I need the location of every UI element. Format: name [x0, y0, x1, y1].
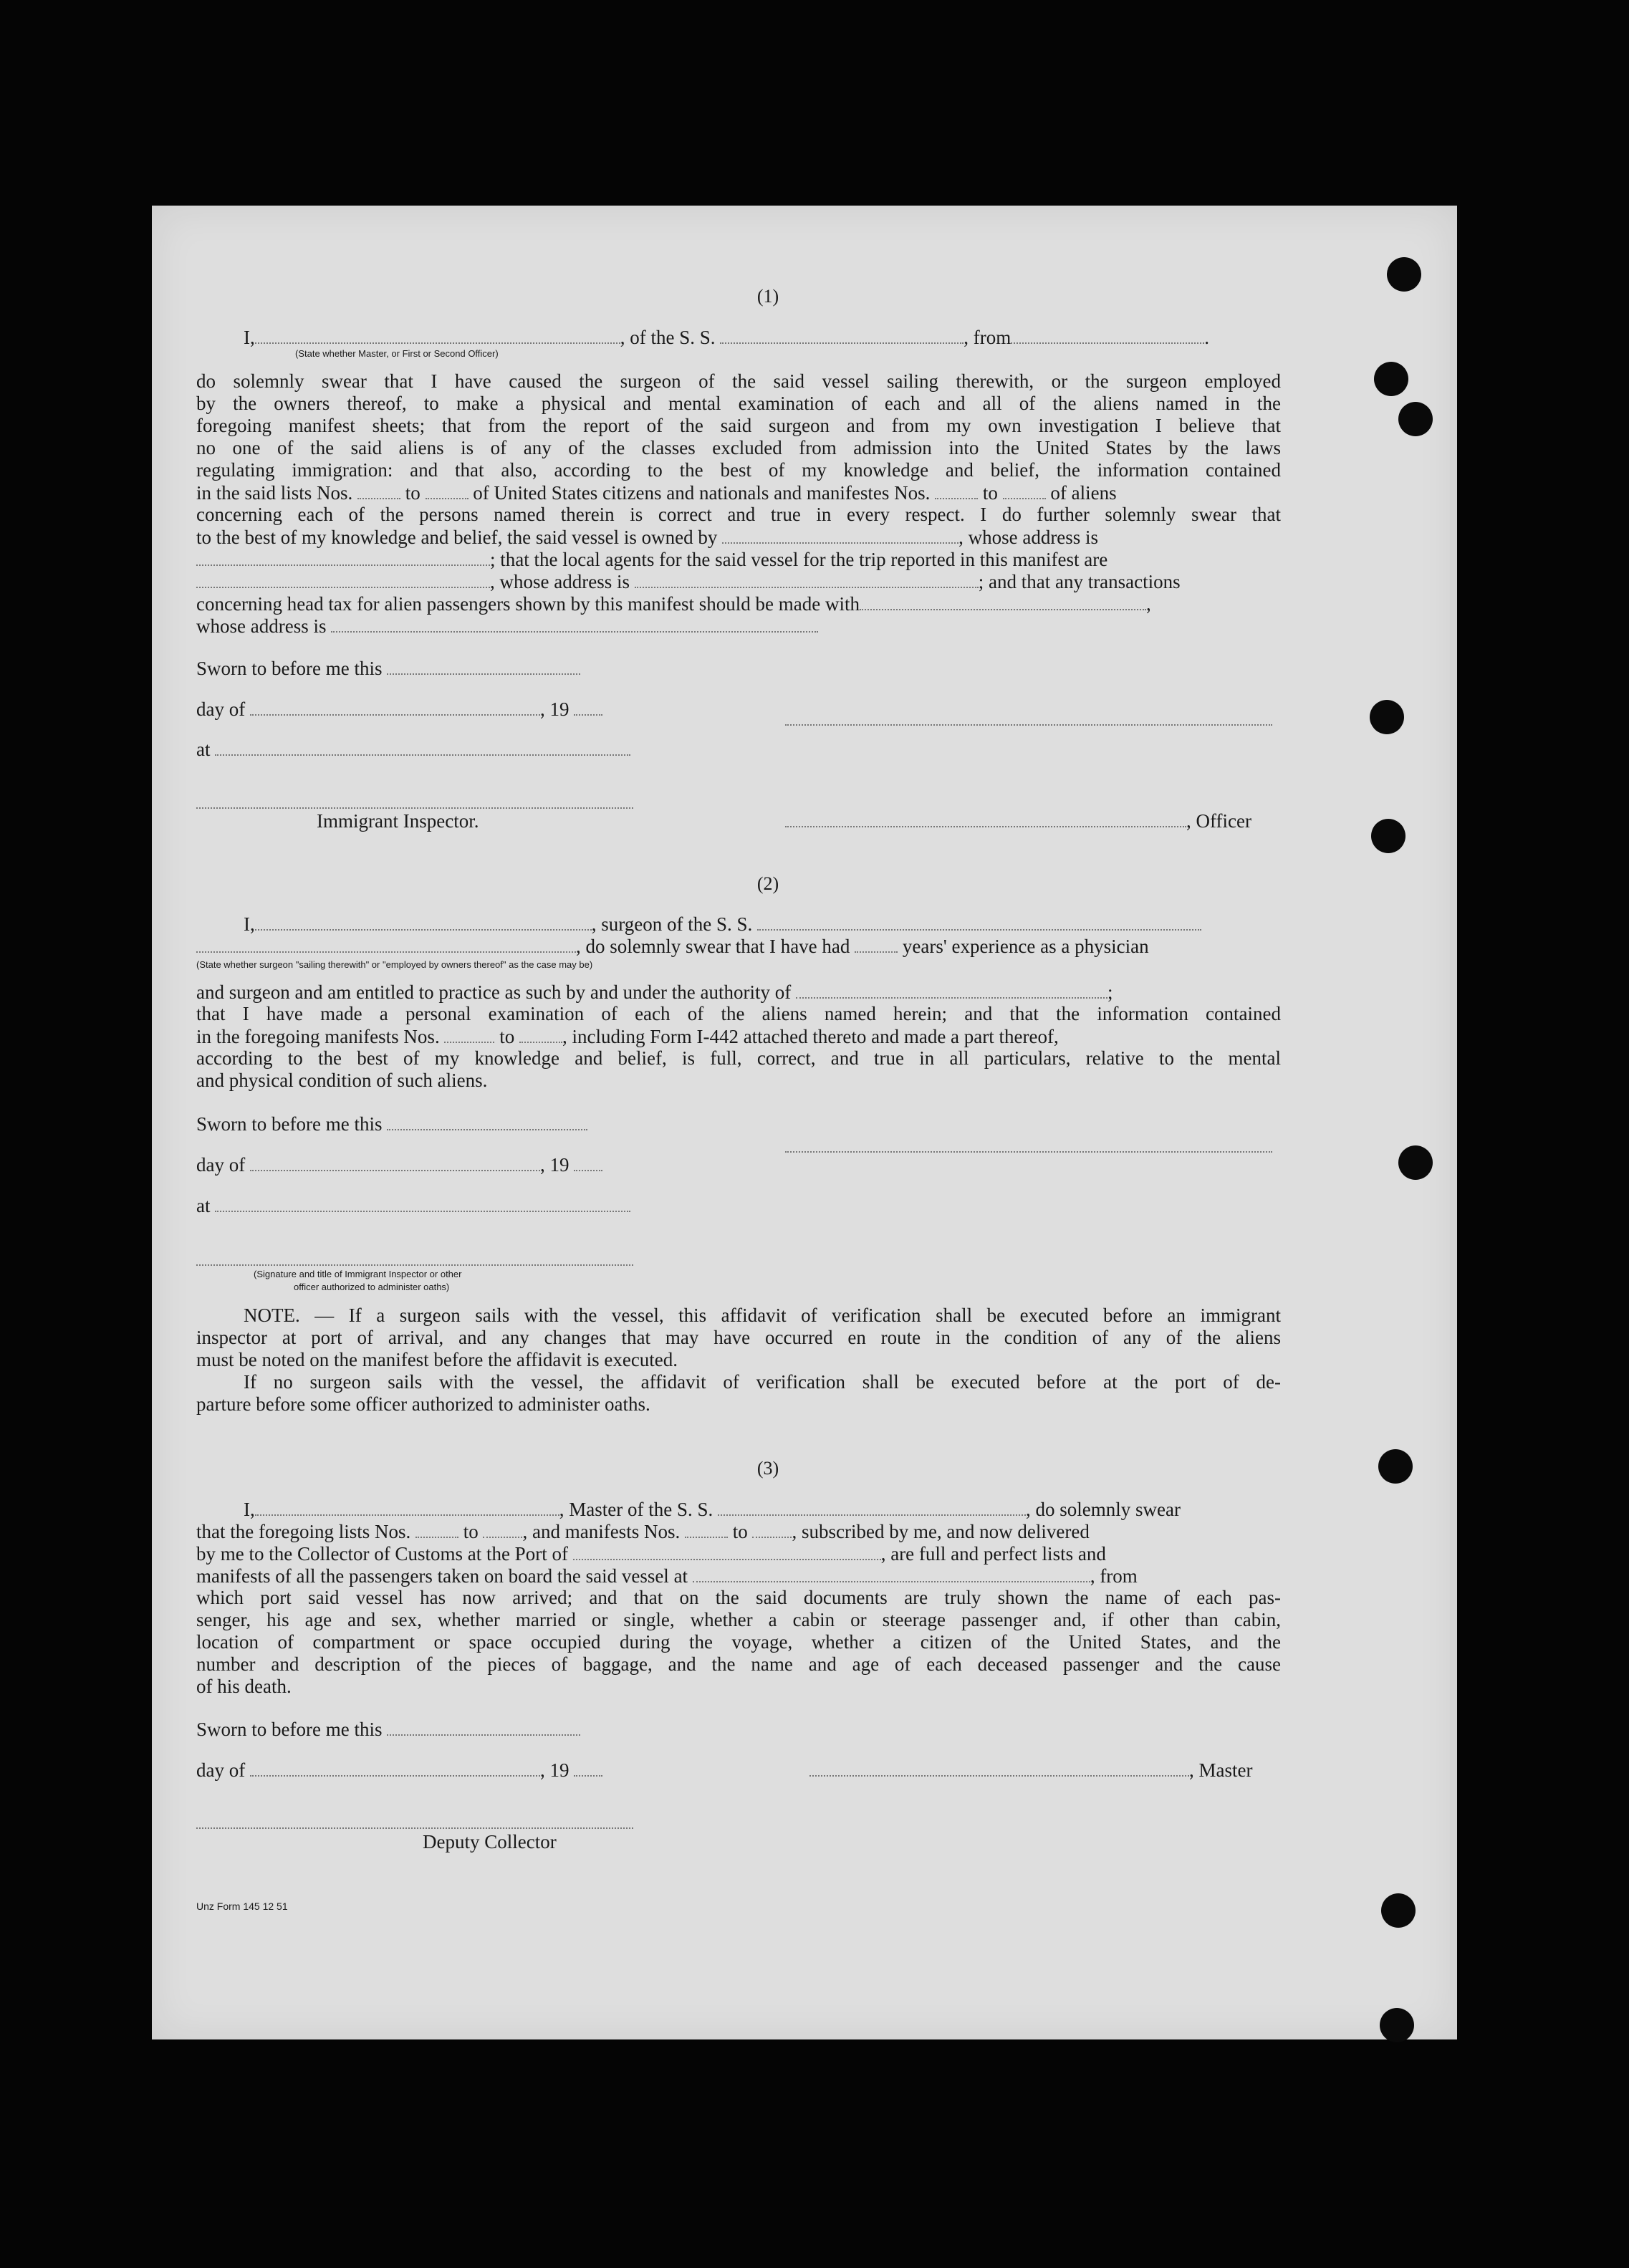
- s1-body-line: no one of the said aliens is of any of the classes excluded from admission into the United States by the laws: [196, 437, 1281, 458]
- s1-whose-address-line: whose address is: [196, 615, 818, 638]
- s1-body-line: by the owners thereof, to make a physical and mental examination of each and all of the aliens named in the: [196, 393, 1281, 414]
- s1-body-line: concerning each of the persons named therein is correct and true in every respect. I do further solemnly swear that: [196, 504, 1281, 525]
- s2-at-line: at: [196, 1194, 630, 1217]
- punch-hole: [1374, 362, 1408, 396]
- form-page: [152, 206, 1457, 2039]
- punch-hole: [1398, 402, 1433, 436]
- s3-port-line: by me to the Collector of Customs at the Port of , are full and perfect lists and: [196, 1543, 1106, 1565]
- punch-hole: [1381, 1893, 1416, 1928]
- s3-sworn-line: Sworn to before me this: [196, 1718, 580, 1741]
- s1-officer-signature-blank: [785, 724, 1272, 726]
- s3-deputy-label: Deputy Collector: [423, 1831, 557, 1853]
- s2-body-line: that I have made a personal examination of each of the aliens named herein; and that the information contained: [196, 1003, 1281, 1024]
- section-3-heading: (3): [756, 1458, 779, 1479]
- s2-surgeon-line: I, , surgeon of the S. S.: [244, 913, 1201, 936]
- s2-body-line: according to the best of my knowledge and belief, is full, correct, and true in all particulars, relative to the mental: [196, 1047, 1281, 1069]
- s1-officer-line-sig: , Officer: [785, 809, 1251, 832]
- s3-body-line: which port said vessel has now arrived; and that on the said documents are truly shown the name of each pas-: [196, 1587, 1281, 1608]
- form-number: Unz Form 145 12 51: [196, 1901, 288, 1912]
- s2-body-line: and physical condition of such aliens.: [196, 1070, 488, 1091]
- s1-inspector-label: Immigrant Inspector.: [317, 810, 479, 832]
- punch-hole: [1378, 1449, 1413, 1484]
- punch-hole: [1380, 2008, 1414, 2042]
- s3-body-line: number and description of the pieces of baggage, and the name and age of each deceased passenger and the cause: [196, 1653, 1281, 1675]
- punch-hole: [1398, 1145, 1433, 1180]
- s2-day-line: day of , 19: [196, 1153, 602, 1176]
- s3-body-line: of his death.: [196, 1676, 292, 1697]
- s3-lists-line: that the foregoing lists Nos. to , and manifests Nos. to , subscribed by me, and now delivered: [196, 1521, 1090, 1542]
- s3-day-line: day of , 19: [196, 1759, 602, 1782]
- s1-address-line: , whose address is ; and that any transactions: [196, 570, 1181, 593]
- s3-boarded-line: manifests of all the passengers taken on board the said vessel at , from: [196, 1565, 1138, 1587]
- s1-headtax-line: concerning head tax for alien passengers shown by this manifest should be made with ,: [196, 593, 1151, 615]
- s2-note-line: parture before some officer authorized to administer oaths.: [196, 1393, 650, 1415]
- s1-body-line: foregoing manifest sheets; that from the report of the said surgeon and from my own investigation I believe that: [196, 415, 1281, 436]
- s2-signature-note: (Signature and title of Immigrant Inspector or other: [254, 1269, 462, 1279]
- s2-note-line: NOTE. — If a surgeon sails with the vessel, this affidavit of verification shall be executed before an immigrant: [244, 1304, 1281, 1326]
- s1-officer-note: (State whether Master, or First or Second Officer): [295, 348, 499, 359]
- s2-authority-line: and surgeon and am entitled to practice as such by and under the authority of ;: [196, 981, 1113, 1003]
- punch-hole: [1370, 700, 1404, 734]
- s1-at-line: at: [196, 738, 630, 761]
- s3-body-line: senger, his age and sex, whether married or single, whether a cabin or steerage passenger and, if other than cabin,: [196, 1609, 1281, 1630]
- s1-officer-line: I, , of the S. S. , from .: [244, 327, 1209, 348]
- section-1-heading: (1): [756, 286, 779, 307]
- s2-manifests-line: in the foregoing manifests Nos. to , including Form I-442 attached thereto and made a part thereof,: [196, 1026, 1059, 1047]
- s2-note-line: If no surgeon sails with the vessel, the affidavit of verification shall be executed before at the port of de-: [244, 1371, 1281, 1393]
- s2-surgeon-signature-blank: [785, 1151, 1272, 1153]
- s1-inspector-signature-blank: [196, 807, 633, 809]
- punch-hole: [1371, 819, 1405, 853]
- s3-collector-signature-blank: [196, 1827, 633, 1829]
- s2-surgeon-note: (State whether surgeon "sailing therewith" or "employed by owners thereof" as the case may be): [196, 959, 593, 970]
- s3-master-line: I, , Master of the S. S. , do solemnly swear: [244, 1499, 1181, 1520]
- s3-master-sig-line: , Master: [809, 1759, 1252, 1782]
- punch-hole: [1387, 257, 1421, 292]
- s1-body-line: do solemnly swear that I have caused the surgeon of the said vessel sailing therewith, or the surgeon employed: [196, 370, 1281, 392]
- section-2-heading: (2): [756, 873, 779, 894]
- s2-inspector-signature-blank: [196, 1264, 633, 1266]
- s2-experience-line: , do solemnly swear that I have had years' experience as a physician: [196, 935, 1149, 958]
- s2-signature-note: officer authorized to administer oaths): [294, 1282, 450, 1292]
- s1-day-line: day of , 19: [196, 698, 602, 721]
- s1-sworn-line: Sworn to before me this: [196, 657, 580, 680]
- s2-sworn-line: Sworn to before me this: [196, 1113, 587, 1135]
- s2-note-line: must be noted on the manifest before the affidavit is executed.: [196, 1349, 678, 1370]
- s1-owner-line: to the best of my knowledge and belief, the said vessel is owned by , whose address is: [196, 527, 1099, 548]
- s2-note-line: inspector at port of arrival, and any changes that may have occurred en route in the condition of any of the aliens: [196, 1327, 1281, 1348]
- s1-body-line: regulating immigration: and that also, according to the best of my knowledge and belief, the information contained: [196, 459, 1281, 481]
- s1-agents-line: ; that the local agents for the said vessel for the trip reported in this manifest are: [196, 548, 1107, 571]
- s3-body-line: location of compartment or space occupied during the voyage, whether a citizen of the United States, and the: [196, 1631, 1281, 1653]
- s1-lists-line: in the said lists Nos. to of United States citizens and nationals and manifestes Nos. to of aliens: [196, 482, 1117, 504]
